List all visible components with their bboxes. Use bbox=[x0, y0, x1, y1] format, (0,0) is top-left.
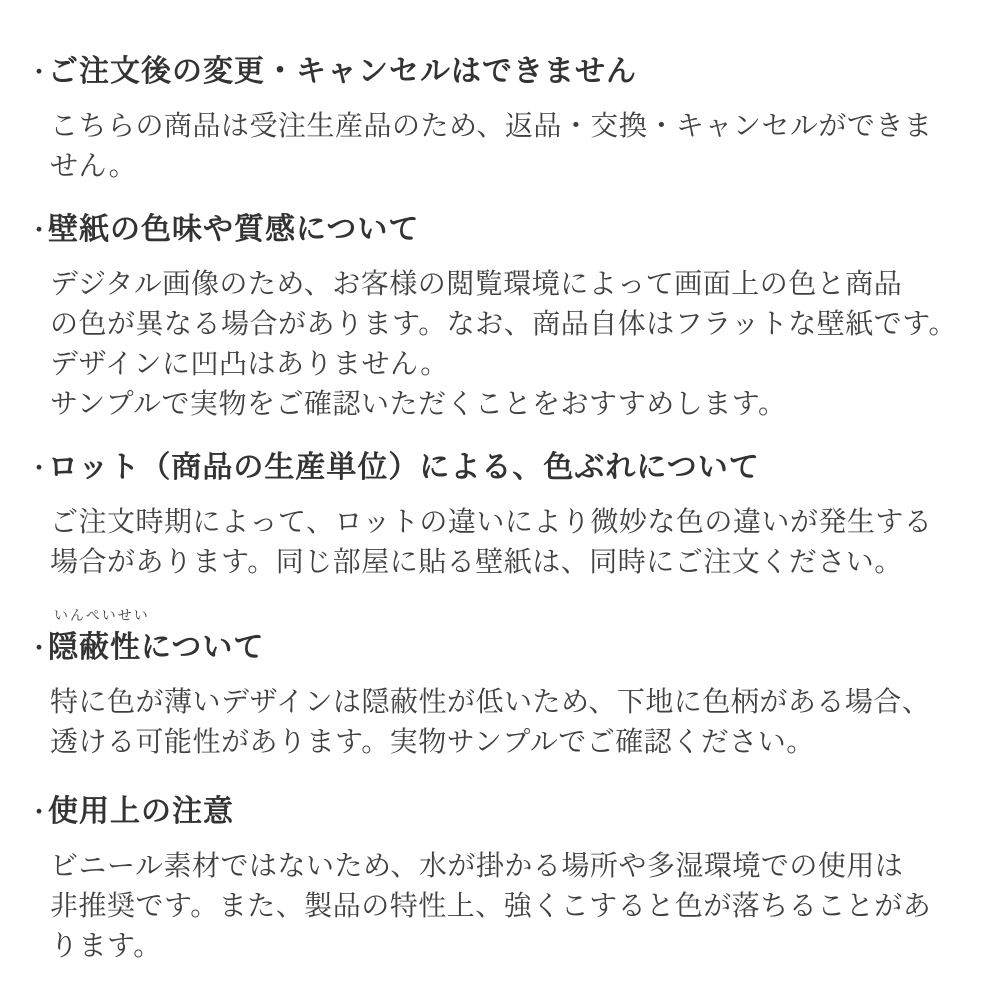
body-line: の色が異なる場合があります。なお、商品自体はフラットな壁紙です。 bbox=[50, 308, 957, 339]
section-body bbox=[50, 502, 980, 582]
body-line: ご注文時期によって、ロットの違いにより微妙な色の違いが発生する bbox=[50, 506, 933, 537]
section-body bbox=[50, 846, 980, 966]
body-line: 非推奨です。また、製品の特性上、強くこすると色が落ちることがあ bbox=[50, 890, 932, 921]
section-heading: 使用上の注意 bbox=[48, 795, 234, 828]
body-line: 場合があります。同じ部屋に貼る壁紙は、同時にご注文ください。 bbox=[50, 546, 903, 577]
body-line: せん。 bbox=[50, 150, 138, 181]
section-heading-row bbox=[26, 208, 980, 252]
notice-section-lot bbox=[26, 446, 980, 582]
body-line: サンプルで実物をご確認いただくことをおすすめします。 bbox=[50, 388, 787, 419]
section-heading-row bbox=[26, 446, 980, 490]
body-line: ビニール素材ではないため、水が掛かる場所や多湿環境での使用は bbox=[50, 850, 904, 881]
bullet-marker: ・ bbox=[26, 453, 53, 483]
section-body bbox=[50, 682, 980, 762]
section-heading: ご注文後の変更・キャンセルはできません bbox=[48, 55, 637, 88]
notice-section-usage bbox=[26, 790, 980, 966]
notice-section-cancel bbox=[26, 50, 980, 186]
body-line: 特に色が薄いデザインは隠蔽性が低いため、下地に色柄がある場合、 bbox=[50, 686, 931, 717]
body-line: こちらの商品は受注生産品のため、返品・交換・キャンセルができま bbox=[50, 110, 933, 141]
section-body bbox=[50, 106, 980, 186]
section-heading-row bbox=[26, 626, 980, 670]
section-heading: 壁紙の色味や質感について bbox=[48, 213, 420, 246]
section-heading-row bbox=[26, 790, 980, 834]
bullet-marker: ・ bbox=[26, 797, 53, 827]
notice-section-opacity bbox=[26, 604, 980, 762]
notice-section-color-texture bbox=[26, 208, 980, 424]
section-body bbox=[50, 264, 980, 424]
bullet-marker: ・ bbox=[26, 57, 53, 87]
body-line: 透ける可能性があります。実物サンプルでご確認ください。 bbox=[50, 726, 815, 757]
bullet-marker: ・ bbox=[26, 215, 53, 245]
bullet-marker: ・ bbox=[26, 633, 53, 663]
section-heading-row bbox=[26, 50, 980, 94]
body-line: ります。 bbox=[50, 930, 162, 961]
body-line: デザインに凹凸はありません。 bbox=[50, 348, 449, 379]
body-line: デジタル画像のため、お客様の閲覧環境によって画面上の色と商品 bbox=[50, 268, 903, 299]
section-heading: 隠蔽性について bbox=[48, 631, 265, 664]
section-heading: ロット（商品の生産単位）による、色ぶれについて bbox=[48, 451, 760, 484]
furigana-label: いんぺいせい bbox=[54, 607, 150, 623]
